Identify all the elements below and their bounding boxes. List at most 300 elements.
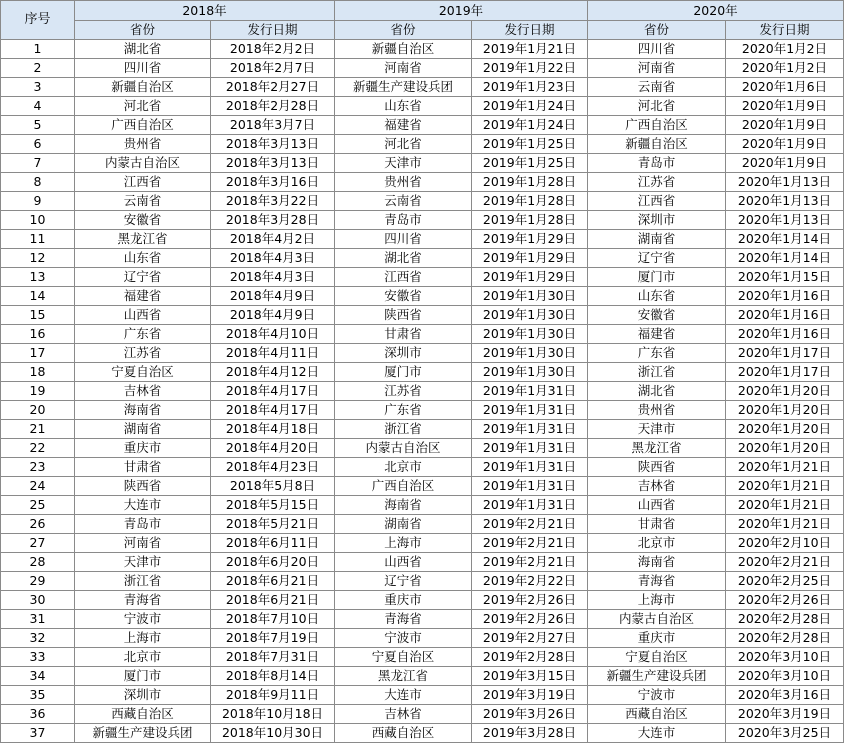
cell-province-2020: 重庆市 [588, 629, 726, 648]
cell-date-2020: 2020年1月6日 [726, 78, 844, 97]
cell-date-2018: 2018年2月7日 [211, 59, 335, 78]
header-province: 省份 [588, 21, 726, 40]
cell-date-2019: 2019年1月30日 [472, 325, 588, 344]
cell-province-2019: 宁夏自治区 [335, 648, 472, 667]
cell-province-2020: 安徽省 [588, 306, 726, 325]
cell-province-2019: 云南省 [335, 192, 472, 211]
cell-province-2018: 浙江省 [75, 572, 211, 591]
cell-province-2019: 海南省 [335, 496, 472, 515]
cell-date-2019: 2019年1月25日 [472, 154, 588, 173]
cell-province-2018: 湖南省 [75, 420, 211, 439]
cell-date-2020: 2020年1月16日 [726, 325, 844, 344]
cell-province-2019: 黑龙江省 [335, 667, 472, 686]
cell-province-2019: 广东省 [335, 401, 472, 420]
cell-date-2019: 2019年1月30日 [472, 344, 588, 363]
cell-province-2019: 四川省 [335, 230, 472, 249]
header-row-fields [1, 21, 844, 40]
cell-date-2020: 2020年2月28日 [726, 610, 844, 629]
header-date: 发行日期 [726, 21, 844, 40]
cell-date-2018: 2018年6月21日 [211, 572, 335, 591]
cell-province-2020: 黑龙江省 [588, 439, 726, 458]
table-row [1, 249, 844, 268]
cell-seq: 35 [1, 686, 75, 705]
cell-province-2018: 青海省 [75, 591, 211, 610]
cell-province-2020: 宁夏自治区 [588, 648, 726, 667]
cell-province-2019: 内蒙古自治区 [335, 439, 472, 458]
cell-date-2020: 2020年3月16日 [726, 686, 844, 705]
table-row [1, 667, 844, 686]
cell-date-2018: 2018年9月11日 [211, 686, 335, 705]
cell-date-2019: 2019年3月19日 [472, 686, 588, 705]
cell-date-2019: 2019年1月24日 [472, 116, 588, 135]
cell-province-2018: 福建省 [75, 287, 211, 306]
cell-province-2020: 内蒙古自治区 [588, 610, 726, 629]
cell-province-2020: 上海市 [588, 591, 726, 610]
cell-date-2020: 2020年3月25日 [726, 724, 844, 743]
cell-date-2019: 2019年2月21日 [472, 553, 588, 572]
cell-date-2019: 2019年2月26日 [472, 610, 588, 629]
cell-province-2018: 厦门市 [75, 667, 211, 686]
cell-date-2018: 2018年3月16日 [211, 173, 335, 192]
cell-date-2019: 2019年1月30日 [472, 287, 588, 306]
cell-date-2020: 2020年1月9日 [726, 135, 844, 154]
header-date: 发行日期 [211, 21, 335, 40]
cell-date-2020: 2020年1月9日 [726, 154, 844, 173]
cell-province-2019: 湖南省 [335, 515, 472, 534]
cell-province-2018: 吉林省 [75, 382, 211, 401]
cell-province-2018: 大连市 [75, 496, 211, 515]
cell-date-2020: 2020年1月13日 [726, 173, 844, 192]
cell-province-2018: 青岛市 [75, 515, 211, 534]
cell-province-2020: 吉林省 [588, 477, 726, 496]
cell-province-2019: 甘肃省 [335, 325, 472, 344]
cell-seq: 4 [1, 97, 75, 116]
cell-date-2019: 2019年1月31日 [472, 458, 588, 477]
cell-province-2020: 辽宁省 [588, 249, 726, 268]
cell-province-2019: 西藏自治区 [335, 724, 472, 743]
cell-province-2019: 上海市 [335, 534, 472, 553]
cell-province-2018: 江西省 [75, 173, 211, 192]
cell-province-2019: 江西省 [335, 268, 472, 287]
cell-date-2019: 2019年2月21日 [472, 515, 588, 534]
cell-date-2019: 2019年1月30日 [472, 363, 588, 382]
cell-seq: 33 [1, 648, 75, 667]
cell-date-2018: 2018年4月17日 [211, 382, 335, 401]
cell-date-2020: 2020年1月16日 [726, 306, 844, 325]
cell-date-2019: 2019年2月22日 [472, 572, 588, 591]
cell-province-2020: 新疆自治区 [588, 135, 726, 154]
cell-date-2020: 2020年1月17日 [726, 363, 844, 382]
cell-seq: 36 [1, 705, 75, 724]
header-year-2018: 2018年 [75, 1, 335, 21]
cell-seq: 25 [1, 496, 75, 515]
cell-province-2018: 天津市 [75, 553, 211, 572]
cell-date-2018: 2018年3月13日 [211, 135, 335, 154]
cell-date-2018: 2018年5月21日 [211, 515, 335, 534]
cell-province-2019: 福建省 [335, 116, 472, 135]
header-province: 省份 [335, 21, 472, 40]
table-row [1, 268, 844, 287]
cell-province-2019: 北京市 [335, 458, 472, 477]
table-row [1, 439, 844, 458]
cell-date-2018: 2018年4月2日 [211, 230, 335, 249]
table-row [1, 344, 844, 363]
cell-date-2018: 2018年7月10日 [211, 610, 335, 629]
cell-date-2020: 2020年2月25日 [726, 572, 844, 591]
cell-seq: 31 [1, 610, 75, 629]
cell-province-2018: 山西省 [75, 306, 211, 325]
cell-date-2019: 2019年1月28日 [472, 173, 588, 192]
cell-province-2020: 云南省 [588, 78, 726, 97]
cell-date-2020: 2020年2月21日 [726, 553, 844, 572]
cell-province-2020: 青岛市 [588, 154, 726, 173]
cell-province-2018: 河南省 [75, 534, 211, 553]
cell-date-2019: 2019年1月31日 [472, 496, 588, 515]
cell-province-2018: 江苏省 [75, 344, 211, 363]
cell-province-2020: 湖南省 [588, 230, 726, 249]
cell-seq: 14 [1, 287, 75, 306]
cell-seq: 15 [1, 306, 75, 325]
cell-province-2020: 厦门市 [588, 268, 726, 287]
table-row [1, 154, 844, 173]
cell-date-2019: 2019年2月28日 [472, 648, 588, 667]
cell-date-2019: 2019年1月31日 [472, 439, 588, 458]
cell-province-2019: 新疆自治区 [335, 40, 472, 59]
header-year-2019: 2019年 [335, 1, 588, 21]
cell-province-2020: 广西自治区 [588, 116, 726, 135]
cell-province-2020: 河北省 [588, 97, 726, 116]
cell-province-2018: 四川省 [75, 59, 211, 78]
table-body [1, 40, 844, 743]
cell-date-2018: 2018年4月11日 [211, 344, 335, 363]
table-row [1, 553, 844, 572]
cell-province-2020: 陕西省 [588, 458, 726, 477]
cell-date-2019: 2019年1月29日 [472, 230, 588, 249]
cell-date-2018: 2018年6月20日 [211, 553, 335, 572]
cell-date-2019: 2019年1月31日 [472, 420, 588, 439]
table-row [1, 306, 844, 325]
table-row [1, 458, 844, 477]
cell-date-2019: 2019年2月26日 [472, 591, 588, 610]
cell-seq: 24 [1, 477, 75, 496]
cell-seq: 21 [1, 420, 75, 439]
cell-date-2019: 2019年1月31日 [472, 401, 588, 420]
table-row [1, 515, 844, 534]
cell-province-2020: 河南省 [588, 59, 726, 78]
cell-date-2018: 2018年10月30日 [211, 724, 335, 743]
cell-date-2019: 2019年1月30日 [472, 306, 588, 325]
table-row [1, 173, 844, 192]
cell-date-2020: 2020年1月21日 [726, 515, 844, 534]
table-row [1, 135, 844, 154]
table-row [1, 40, 844, 59]
cell-date-2020: 2020年2月28日 [726, 629, 844, 648]
cell-province-2018: 内蒙古自治区 [75, 154, 211, 173]
cell-province-2019: 浙江省 [335, 420, 472, 439]
cell-date-2020: 2020年1月20日 [726, 382, 844, 401]
cell-province-2019: 大连市 [335, 686, 472, 705]
cell-province-2019: 湖北省 [335, 249, 472, 268]
cell-date-2020: 2020年1月2日 [726, 40, 844, 59]
table-row [1, 629, 844, 648]
cell-date-2020: 2020年1月21日 [726, 458, 844, 477]
cell-date-2018: 2018年7月31日 [211, 648, 335, 667]
table-row [1, 97, 844, 116]
cell-date-2019: 2019年1月28日 [472, 192, 588, 211]
cell-seq: 20 [1, 401, 75, 420]
cell-seq: 10 [1, 211, 75, 230]
cell-province-2019: 天津市 [335, 154, 472, 173]
cell-date-2018: 2018年3月28日 [211, 211, 335, 230]
cell-date-2020: 2020年2月10日 [726, 534, 844, 553]
cell-date-2020: 2020年1月13日 [726, 192, 844, 211]
cell-seq: 18 [1, 363, 75, 382]
cell-province-2019: 青海省 [335, 610, 472, 629]
cell-province-2020: 天津市 [588, 420, 726, 439]
cell-date-2020: 2020年1月13日 [726, 211, 844, 230]
cell-province-2018: 海南省 [75, 401, 211, 420]
cell-date-2020: 2020年1月9日 [726, 97, 844, 116]
cell-province-2018: 贵州省 [75, 135, 211, 154]
cell-date-2019: 2019年2月27日 [472, 629, 588, 648]
cell-date-2020: 2020年1月2日 [726, 59, 844, 78]
cell-province-2019: 宁波市 [335, 629, 472, 648]
cell-date-2018: 2018年4月3日 [211, 268, 335, 287]
table-row [1, 230, 844, 249]
cell-province-2020: 青海省 [588, 572, 726, 591]
cell-seq: 17 [1, 344, 75, 363]
cell-date-2020: 2020年3月10日 [726, 648, 844, 667]
cell-province-2018: 黑龙江省 [75, 230, 211, 249]
cell-date-2020: 2020年1月20日 [726, 401, 844, 420]
table-row [1, 648, 844, 667]
cell-province-2018: 新疆自治区 [75, 78, 211, 97]
cell-date-2019: 2019年1月29日 [472, 249, 588, 268]
cell-province-2018: 深圳市 [75, 686, 211, 705]
cell-seq: 3 [1, 78, 75, 97]
header-province: 省份 [75, 21, 211, 40]
cell-date-2018: 2018年6月11日 [211, 534, 335, 553]
cell-province-2020: 海南省 [588, 553, 726, 572]
cell-province-2020: 广东省 [588, 344, 726, 363]
cell-province-2018: 西藏自治区 [75, 705, 211, 724]
cell-province-2018: 宁夏自治区 [75, 363, 211, 382]
cell-province-2019: 新疆生产建设兵团 [335, 78, 472, 97]
cell-date-2020: 2020年1月14日 [726, 230, 844, 249]
table-row [1, 287, 844, 306]
cell-province-2018: 上海市 [75, 629, 211, 648]
cell-date-2020: 2020年2月26日 [726, 591, 844, 610]
cell-province-2020: 福建省 [588, 325, 726, 344]
table-row [1, 211, 844, 230]
cell-province-2020: 贵州省 [588, 401, 726, 420]
cell-province-2020: 北京市 [588, 534, 726, 553]
cell-province-2019: 山东省 [335, 97, 472, 116]
cell-date-2018: 2018年2月2日 [211, 40, 335, 59]
cell-province-2020: 浙江省 [588, 363, 726, 382]
cell-date-2020: 2020年3月10日 [726, 667, 844, 686]
header-row-years [1, 1, 844, 21]
header-year-2020: 2020年 [588, 1, 844, 21]
cell-date-2019: 2019年1月22日 [472, 59, 588, 78]
table-row [1, 686, 844, 705]
cell-province-2018: 山东省 [75, 249, 211, 268]
cell-seq: 30 [1, 591, 75, 610]
cell-province-2020: 新疆生产建设兵团 [588, 667, 726, 686]
cell-date-2018: 2018年3月13日 [211, 154, 335, 173]
cell-seq: 13 [1, 268, 75, 287]
cell-province-2020: 四川省 [588, 40, 726, 59]
cell-province-2019: 河北省 [335, 135, 472, 154]
cell-province-2018: 广东省 [75, 325, 211, 344]
cell-date-2018: 2018年4月10日 [211, 325, 335, 344]
cell-province-2019: 深圳市 [335, 344, 472, 363]
cell-province-2018: 云南省 [75, 192, 211, 211]
cell-province-2020: 山西省 [588, 496, 726, 515]
table-row [1, 477, 844, 496]
cell-date-2020: 2020年1月20日 [726, 420, 844, 439]
cell-seq: 34 [1, 667, 75, 686]
cell-date-2019: 2019年3月15日 [472, 667, 588, 686]
table-row [1, 401, 844, 420]
cell-seq: 37 [1, 724, 75, 743]
cell-province-2019: 重庆市 [335, 591, 472, 610]
cell-date-2018: 2018年4月23日 [211, 458, 335, 477]
cell-date-2019: 2019年1月21日 [472, 40, 588, 59]
cell-date-2019: 2019年3月26日 [472, 705, 588, 724]
cell-date-2018: 2018年4月18日 [211, 420, 335, 439]
cell-province-2020: 大连市 [588, 724, 726, 743]
cell-date-2020: 2020年1月20日 [726, 439, 844, 458]
cell-date-2020: 2020年1月16日 [726, 287, 844, 306]
header-seq: 序号 [1, 1, 75, 40]
cell-date-2018: 2018年4月9日 [211, 287, 335, 306]
cell-date-2018: 2018年3月22日 [211, 192, 335, 211]
cell-date-2019: 2019年1月31日 [472, 382, 588, 401]
cell-province-2018: 河北省 [75, 97, 211, 116]
cell-date-2018: 2018年4月3日 [211, 249, 335, 268]
cell-seq: 27 [1, 534, 75, 553]
table-row [1, 59, 844, 78]
cell-province-2020: 西藏自治区 [588, 705, 726, 724]
cell-province-2018: 安徽省 [75, 211, 211, 230]
cell-province-2018: 北京市 [75, 648, 211, 667]
cell-province-2019: 贵州省 [335, 173, 472, 192]
table-row [1, 363, 844, 382]
cell-date-2018: 2018年5月8日 [211, 477, 335, 496]
cell-date-2020: 2020年1月14日 [726, 249, 844, 268]
cell-date-2019: 2019年1月31日 [472, 477, 588, 496]
cell-date-2018: 2018年4月17日 [211, 401, 335, 420]
header-date: 发行日期 [472, 21, 588, 40]
cell-seq: 26 [1, 515, 75, 534]
cell-province-2019: 吉林省 [335, 705, 472, 724]
table-row [1, 572, 844, 591]
table-row [1, 116, 844, 135]
cell-province-2018: 重庆市 [75, 439, 211, 458]
cell-date-2018: 2018年3月7日 [211, 116, 335, 135]
cell-date-2019: 2019年2月21日 [472, 534, 588, 553]
cell-date-2020: 2020年1月21日 [726, 496, 844, 515]
cell-date-2019: 2019年1月25日 [472, 135, 588, 154]
cell-date-2018: 2018年8月14日 [211, 667, 335, 686]
cell-province-2018: 宁波市 [75, 610, 211, 629]
cell-date-2019: 2019年1月29日 [472, 268, 588, 287]
cell-date-2018: 2018年6月21日 [211, 591, 335, 610]
cell-seq: 12 [1, 249, 75, 268]
table-row [1, 705, 844, 724]
cell-seq: 9 [1, 192, 75, 211]
cell-seq: 29 [1, 572, 75, 591]
table-row [1, 192, 844, 211]
table-row [1, 420, 844, 439]
cell-province-2019: 广西自治区 [335, 477, 472, 496]
cell-province-2020: 江苏省 [588, 173, 726, 192]
cell-province-2018: 陕西省 [75, 477, 211, 496]
cell-seq: 1 [1, 40, 75, 59]
cell-date-2020: 2020年1月21日 [726, 477, 844, 496]
cell-date-2018: 2018年4月9日 [211, 306, 335, 325]
cell-province-2018: 新疆生产建设兵团 [75, 724, 211, 743]
table-row [1, 382, 844, 401]
cell-province-2018: 广西自治区 [75, 116, 211, 135]
cell-date-2018: 2018年4月12日 [211, 363, 335, 382]
cell-date-2020: 2020年1月15日 [726, 268, 844, 287]
cell-province-2020: 宁波市 [588, 686, 726, 705]
table-row [1, 78, 844, 97]
cell-date-2018: 2018年2月27日 [211, 78, 335, 97]
cell-seq: 23 [1, 458, 75, 477]
cell-date-2018: 2018年4月20日 [211, 439, 335, 458]
cell-date-2018: 2018年10月18日 [211, 705, 335, 724]
cell-date-2019: 2019年3月28日 [472, 724, 588, 743]
cell-province-2019: 青岛市 [335, 211, 472, 230]
cell-date-2019: 2019年1月23日 [472, 78, 588, 97]
cell-date-2018: 2018年7月19日 [211, 629, 335, 648]
cell-seq: 28 [1, 553, 75, 572]
cell-date-2020: 2020年1月9日 [726, 116, 844, 135]
cell-province-2019: 山西省 [335, 553, 472, 572]
cell-date-2019: 2019年1月24日 [472, 97, 588, 116]
table-row [1, 496, 844, 515]
cell-seq: 19 [1, 382, 75, 401]
cell-province-2019: 陕西省 [335, 306, 472, 325]
cell-province-2020: 山东省 [588, 287, 726, 306]
cell-province-2020: 深圳市 [588, 211, 726, 230]
table-row [1, 325, 844, 344]
cell-date-2018: 2018年5月15日 [211, 496, 335, 515]
cell-province-2018: 湖北省 [75, 40, 211, 59]
cell-seq: 7 [1, 154, 75, 173]
cell-seq: 22 [1, 439, 75, 458]
cell-province-2019: 辽宁省 [335, 572, 472, 591]
cell-province-2019: 安徽省 [335, 287, 472, 306]
cell-seq: 32 [1, 629, 75, 648]
cell-province-2019: 厦门市 [335, 363, 472, 382]
cell-seq: 6 [1, 135, 75, 154]
cell-province-2018: 辽宁省 [75, 268, 211, 287]
table-row [1, 591, 844, 610]
cell-seq: 8 [1, 173, 75, 192]
cell-province-2018: 甘肃省 [75, 458, 211, 477]
cell-date-2019: 2019年1月28日 [472, 211, 588, 230]
cell-province-2020: 湖北省 [588, 382, 726, 401]
table-row [1, 534, 844, 553]
cell-seq: 5 [1, 116, 75, 135]
table-row [1, 724, 844, 743]
cell-date-2020: 2020年3月19日 [726, 705, 844, 724]
cell-province-2019: 江苏省 [335, 382, 472, 401]
